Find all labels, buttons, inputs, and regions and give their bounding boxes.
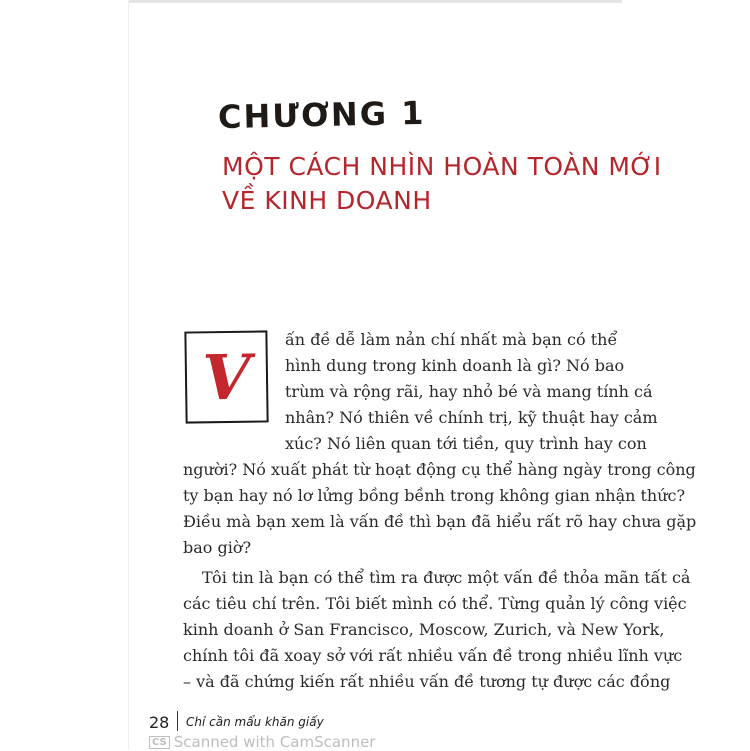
paragraph1-line: người? Nó xuất phát từ hoạt động cụ thể hàng ngày trong công — [183, 460, 696, 479]
dropcap-letter: V — [201, 340, 252, 415]
paragraph2-line: chính tôi đã xoay sở với rất nhiều vấn đề trong nhiều lĩnh vực — [183, 646, 683, 665]
watermark-text: Scanned with CamScanner — [173, 733, 376, 751]
paragraph1-line: ty bạn hay nó lơ lửng bồng bềnh trong không gian nhận thức? — [183, 486, 686, 505]
chapter-title-line-2: VỀ KINH DOANH — [222, 186, 432, 215]
paragraph1-line: ấn đề dễ làm nản chí nhất mà bạn có thể — [285, 330, 618, 349]
footer-divider — [177, 711, 178, 731]
scanner-watermark — [149, 733, 375, 751]
page-top-edge — [128, 0, 622, 3]
paragraph2-line: các tiêu chí trên. Tôi biết mình có thể. Từng quản lý công việc — [183, 594, 687, 613]
chapter-label: CHƯƠNG 1 — [217, 93, 426, 137]
dropcap-box — [184, 330, 268, 423]
page-left-edge — [128, 0, 129, 750]
paragraph1-line: bao giờ? — [183, 538, 252, 557]
paragraph1-line: xúc? Nó liên quan tới tiền, quy trình hay con — [285, 434, 647, 453]
paragraph2-line: Tôi tin là bạn có thể tìm ra được một vấn đề thỏa mãn tất cả — [202, 568, 691, 587]
paragraph1-line: hình dung trong kinh doanh là gì? Nó bao — [285, 356, 625, 375]
chapter-title-line-1: MỘT CÁCH NHÌN HOÀN TOÀN MỚI — [222, 152, 662, 181]
book-title: Chỉ cần mẩu khăn giấy — [186, 715, 324, 729]
chapter-title — [222, 150, 662, 218]
paragraph2-line: – và đã chứng kiến rất nhiều vấn đề tương tự được các đồng — [183, 672, 671, 691]
paragraph2-line: kinh doanh ở San Francisco, Moscow, Zurich, và New York, — [183, 620, 665, 639]
paragraph1-line: trùm và rộng rãi, hay nhỏ bé và mang tính cá — [285, 382, 653, 401]
camscanner-icon: CS — [149, 736, 170, 749]
page-number: 28 — [149, 713, 170, 732]
paragraph1-line: nhân? Nó thiên về chính trị, kỹ thuật hay cảm — [285, 408, 658, 427]
paragraph1-line: Điều mà bạn xem là vấn đề thì bạn đã hiểu rất rõ hay chưa gặp — [183, 512, 697, 531]
